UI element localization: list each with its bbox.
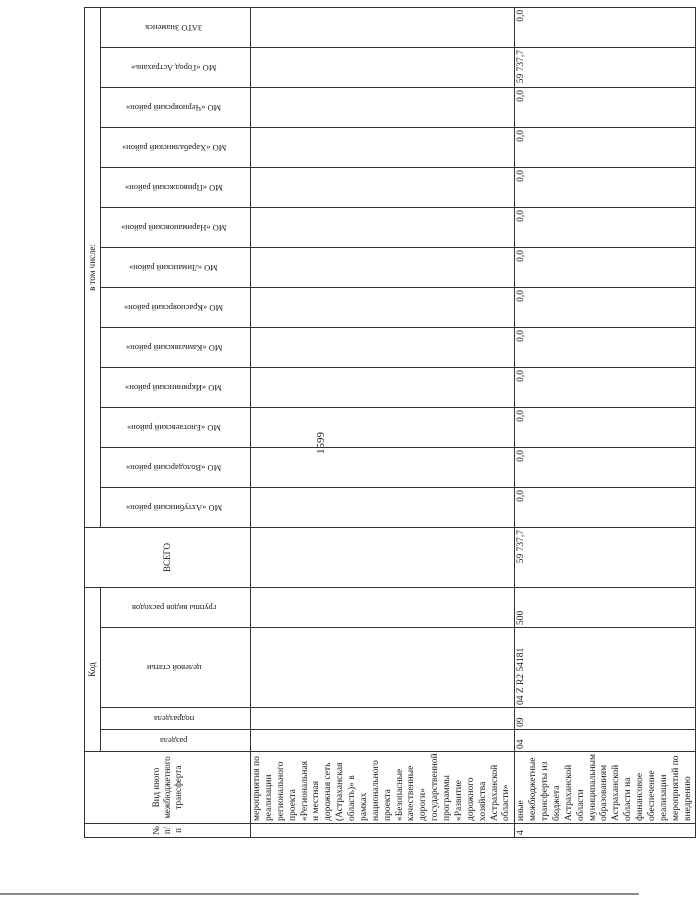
header-total: ВСЕГО — [85, 528, 251, 588]
row-value: 0,0 — [515, 488, 696, 528]
row-value: 0,0 — [515, 288, 696, 328]
row-value — [251, 408, 515, 448]
row-value: 59 737,7 — [515, 48, 696, 88]
row-value — [251, 88, 515, 128]
row-expense-group: 500 — [515, 588, 696, 628]
transfers-table — [84, 7, 696, 838]
row-total — [251, 528, 515, 588]
header-section: раздела — [101, 730, 251, 752]
row-value — [251, 328, 515, 368]
header-including: в том числе: — [85, 7, 101, 527]
row-num — [251, 824, 515, 838]
row-total: 59 737,7 — [515, 528, 696, 588]
row-value: 0,0 — [515, 248, 696, 288]
row-value — [251, 7, 515, 47]
header-mo: МО «Приволжский район» — [101, 168, 251, 208]
row-section: 04 — [515, 730, 696, 752]
row-value — [251, 48, 515, 88]
header-mo: МО «Енотаевский район» — [101, 408, 251, 448]
row-value — [251, 128, 515, 168]
table-row — [515, 7, 696, 837]
table-row — [251, 7, 515, 837]
header-mo: МО «Наримановский район» — [101, 208, 251, 248]
row-value — [251, 168, 515, 208]
header-mo: МО «Камызякский район» — [101, 328, 251, 368]
row-value — [251, 248, 515, 288]
row-value — [251, 448, 515, 488]
row-subsection: 09 — [515, 708, 696, 730]
header-subsection: подраздела — [101, 708, 251, 730]
row-target-article — [251, 628, 515, 708]
header-expense-group: группы видов расходов — [101, 588, 251, 628]
page-bottom-edge — [0, 893, 639, 895]
row-value: 0,0 — [515, 128, 696, 168]
row-transfer-type: мероприятия по реализации регионального проекта «Региональная и местная дорожная сеть (Астраханская область)» в рамках национального проекта «Безопасные качественные дороги» государственной программы «Развитие дорожного хозяйства Астраханской области» — [251, 752, 515, 824]
row-value: 0,0 — [515, 368, 696, 408]
row-value: 0,0 — [515, 168, 696, 208]
header-mo: МО «Харабалинский район» — [101, 128, 251, 168]
header-mo: МО «Володарский район» — [101, 448, 251, 488]
row-value — [251, 288, 515, 328]
row-value — [251, 488, 515, 528]
header-row-bottom — [101, 7, 251, 837]
header-mo: МО «Город Астрахань» — [101, 48, 251, 88]
row-value: 0,0 — [515, 448, 696, 488]
row-value: 0,0 — [515, 7, 696, 47]
row-expense-group — [251, 588, 515, 628]
row-subsection — [251, 708, 515, 730]
header-mo: МО «Лиманский район» — [101, 248, 251, 288]
row-value: 0,0 — [515, 208, 696, 248]
row-value — [251, 208, 515, 248]
table-stage — [84, 9, 693, 838]
row-section — [251, 730, 515, 752]
header-code-group: Код — [85, 588, 101, 752]
header-mo: МО «Икрянинский район» — [101, 368, 251, 408]
header-transfer-type: Вид иного межбюджетного трансферта — [85, 752, 251, 824]
row-num: 4 — [515, 824, 696, 838]
row-value — [251, 368, 515, 408]
row-value: 0,0 — [515, 328, 696, 368]
row-target-article: 04 Z R2 54181 — [515, 628, 696, 708]
header-mo: МО «Красноярский район» — [101, 288, 251, 328]
header-num: № п/п — [85, 824, 251, 838]
row-value: 0,0 — [515, 88, 696, 128]
header-target-article: целевой статьи — [101, 628, 251, 708]
header-mo: МО «Черноярский район» — [101, 88, 251, 128]
row-value: 0,0 — [515, 408, 696, 448]
header-row-top — [85, 7, 101, 837]
page-number: 1599 — [315, 432, 327, 454]
header-mo: ЗАТО Знаменск — [101, 7, 251, 47]
row-transfer-type: иные межбюджетные трансферты из бюджета Астраханской области муниципальным образованиям Астраханской области на финансовое обеспечение реализации мероприятий по внедрению — [515, 752, 696, 824]
header-mo: МО «Ахтубинский район» — [101, 488, 251, 528]
